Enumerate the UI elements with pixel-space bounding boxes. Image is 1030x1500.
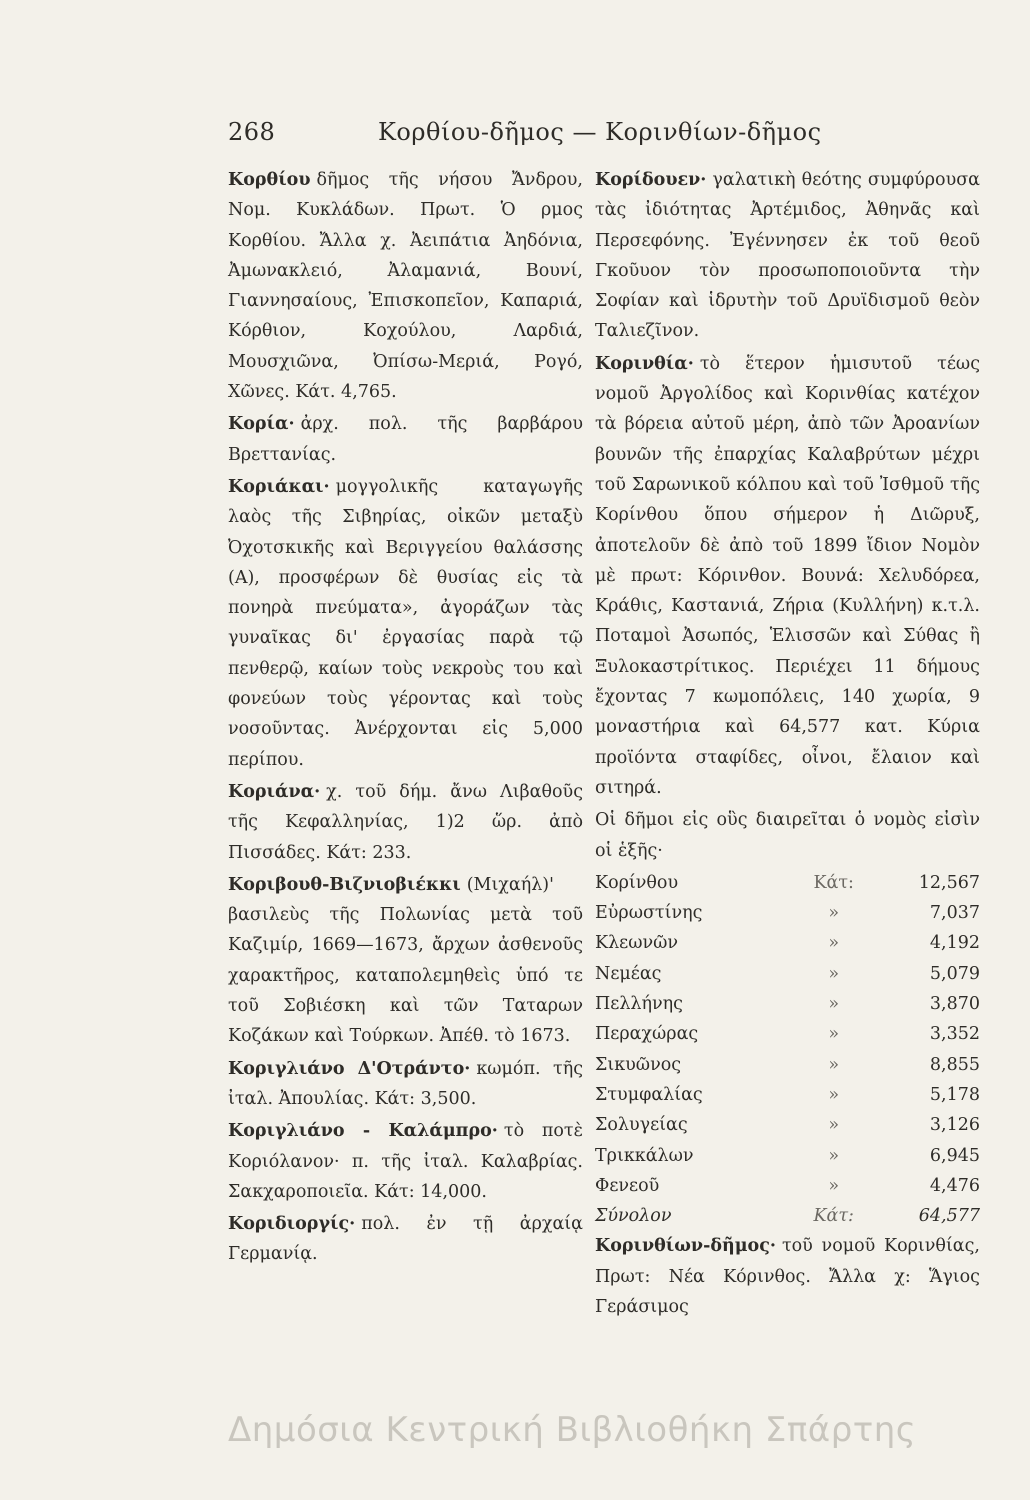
district-name: Εὐρωστίνης (595, 903, 703, 924)
ditto-mark: » (828, 994, 840, 1015)
entry-headword: Κοριβουθ-Βιζνιοβιέκκι (228, 874, 461, 895)
entry-text: πολ. ἐν τῇ ἀρχαίᾳ Γερμανίᾳ. (228, 1214, 583, 1265)
entry-text: τοῦ νομοῦ Κορινθίας, Πρωτ: Νέα Κόρινθος. Ἄλλα χ: Ἅγιος Γεράσιμος (595, 1236, 980, 1317)
ditto-mark: » (828, 963, 840, 984)
ditto-mark: » (828, 1175, 840, 1196)
table-row (595, 989, 980, 1019)
population-value: 3,352 (929, 1024, 980, 1045)
entry-korthiou (228, 165, 583, 407)
entry-koriana (228, 777, 583, 868)
entry-text: ἀρχ. πολ. τῆς βαρβάρου Βρεττανίας. (228, 414, 583, 465)
entry-koriakai (228, 472, 583, 775)
district-name: Σικυῶνος (595, 1054, 682, 1075)
entry-text: (Μιχαήλ)' βασιλεὺς τῆς Πολωνίας μετὰ τοῦ Καζιμίρ, 1669—1673, ἄρχων ἀσθενοῦς χαρακτῆρος, καταπολεμηθεὶς ὑπό τε τοῦ Σοβιέσκη καὶ τῶν Ταταρων Κοζάκων καὶ Τούρκων. Ἀπέθ. τὸ 1673. (228, 874, 583, 1047)
districts-table (595, 868, 980, 1232)
entry-text: Οἱ δῆμοι εἰς οὓς διαιρεῖται ὁ νομὸς εἰσὶν οἱ ἑξῆς· (595, 810, 980, 861)
entry-headword: Κορινθία· (595, 353, 694, 374)
entry-headword: Κοριάνα· (228, 781, 321, 802)
running-title: Κορθίου-δῆμος — Κορινθίων-δῆμος (378, 118, 822, 146)
entry-headword: Κοριδιοργίς· (228, 1214, 356, 1235)
table-row (595, 1141, 980, 1171)
entry-koridouen (595, 165, 980, 347)
entry-text: τὸ ποτὲ Κοριόλανον· π. τῆς ἰταλ. Καλαβρίας. Σακχαροποιεῖα. Κάτ: 14,000. (228, 1121, 583, 1202)
total-label: Σύνολον (595, 1206, 672, 1227)
district-name: Κλεωνῶν (595, 933, 679, 954)
population-value: 4,476 (929, 1175, 980, 1196)
library-watermark: Δημόσια Κεντρική Βιβλιοθήκη Σπάρτης (228, 1410, 917, 1450)
districts-intro (595, 805, 980, 866)
table-row (595, 868, 980, 898)
ditto-mark: » (828, 1024, 840, 1045)
entry-koriglianno-otranto (228, 1054, 583, 1115)
population-value: 12,567 (918, 872, 980, 893)
entry-headword: Κοριγλιάνο Δ'Οτράντο· (228, 1058, 471, 1079)
ditto-mark: » (828, 1115, 840, 1136)
entry-korinthia (595, 349, 980, 803)
entry-koridiorgis (228, 1209, 583, 1270)
population-value: 4,192 (929, 933, 980, 954)
population-value: 3,126 (929, 1115, 980, 1136)
population-value: 3,870 (929, 994, 980, 1015)
entry-headword: Κορία· (228, 414, 295, 435)
district-name: Νεμέας (595, 963, 662, 984)
ditto-mark: » (828, 1084, 840, 1105)
ditto-mark: » (828, 933, 840, 954)
district-name: Τρικκάλων (595, 1145, 694, 1166)
entry-text: τὸ ἕτερον ἡμισυτοῦ τέως νομοῦ Ἀργολίδος καὶ Κορινθίας κατέχον τὰ βόρεια αὐτοῦ μέρη, ἀπὸ τῶν Ἀροανίων βουνῶν τῆς ἐπαρχίας Καλαβρύτων μέχρι τοῦ Σαρωνικοῦ κόλπου καὶ τοῦ Ἰσθμοῦ τῆς Κορίνθου ὅπου σήμερον ἡ Διῶρυξ, ἀποτελοῦν δὲ ἀπὸ τοῦ 1899 ἴδιον Νομὸν μὲ πρωτ: Κόρινθον. Βουνά: Χελυδόρεα, Κράθις, Καστανιά, Ζήρια (Κυλλήνη) κ.τ.λ. Ποταμοὶ Ἀσωπός, Ἑλισσῶν καὶ Σύθας ἢ Ξυλοκαστρίτικος. Περιέχει 11 δήμους ἔχοντας 7 κωμοπόλεις, 140 χωρία, 9 μοναστήρια καὶ 64,577 κατ. Κύρια προϊόντα σταφίδες, οἶνοι, ἔλαιον καὶ σιτηρά. (595, 353, 980, 798)
district-name: Φενεοῦ (595, 1175, 660, 1196)
population-value: 7,037 (929, 903, 980, 924)
district-name: Περαχώρας (595, 1024, 699, 1045)
total-row (595, 1201, 980, 1231)
entry-koria (228, 409, 583, 470)
entry-text: χ. τοῦ δήμ. ἄνω Λιβαθοῦς τῆς Κεφαλληνίας, 1)2 ὥρ. ἀπὸ Πισσάδες. Κάτ: 233. (228, 781, 583, 863)
entry-headword: Κορινθίων-δῆμος· (595, 1236, 776, 1257)
table-row (595, 1019, 980, 1049)
entry-text: κωμόπ. τῆς ἰταλ. Ἀπουλίας. Κάτ: 3,500. (228, 1058, 583, 1109)
entry-headword: Κοριάκαι· (228, 476, 330, 497)
total-value: 64,577 (918, 1206, 980, 1227)
district-name: Κορίνθου (595, 872, 679, 893)
population-label: Κάτ: (813, 872, 854, 893)
entry-headword: Κορθίου (228, 170, 311, 190)
table-row (595, 1080, 980, 1110)
district-name: Στυμφαλίας (595, 1084, 703, 1105)
entry-koribouth (228, 870, 583, 1052)
population-value: 5,079 (929, 963, 980, 984)
population-value: 6,945 (929, 1145, 980, 1166)
ditto-mark: » (828, 1145, 840, 1166)
entry-text: γαλατικὴ θεότης συμφύρουσα τὰς ἰδιότητας Ἀρτέμιδος, Ἀθηνᾶς καὶ Περσεφόνης. Ἐγέννησεν ἐκ τοῦ θεοῦ Γκοῦυον τὸν προσωποποιοῦντα τὴν Σοφίαν καὶ ἱδρυτὴν τοῦ Δρυϊδισμοῦ θεὸν Ταλιεζῖνον. (595, 170, 980, 342)
entry-headword: Κοριγλιάνο - Καλάμπρο· (228, 1121, 498, 1142)
district-name: Σολυγείας (595, 1115, 688, 1136)
entry-headword: Κορίδουεν· (595, 170, 707, 190)
table-row (595, 959, 980, 989)
table-row (595, 928, 980, 958)
ditto-mark: » (828, 1054, 840, 1075)
population-value: 5,178 (929, 1084, 980, 1105)
table-row (595, 1171, 980, 1201)
table-row (595, 898, 980, 928)
table-row (595, 1050, 980, 1080)
population-value: 8,855 (929, 1054, 980, 1075)
district-name: Πελλήνης (595, 994, 683, 1015)
ditto-mark: » (828, 903, 840, 924)
entry-koriglianno-calabro (228, 1116, 583, 1207)
entry-korinthion-dimos (595, 1231, 980, 1322)
page-number: 268 (228, 118, 276, 146)
right-column (595, 165, 980, 1324)
left-column (228, 165, 583, 1272)
entry-text: δῆμος τῆς νήσου Ἄνδρου, Νομ. Κυκλάδων. Πρωτ. Ὁ ρμος Κορθίου. Ἄλλα χ. Ἀειπάτια Ἀηδόνια, Ἀμωνακλειό, Ἀλαμανιά, Βουνί, Γιαννησαίους, Ἐπισκοπεῖον, Καπαριά, Κόρθιον, Κοχούλου, Λαρδιά, Μουσχιῶνα, Ὀπίσω-Μεριά, Ρογό, Χῶνες. Κάτ. 4,765. (228, 170, 583, 403)
table-row (595, 1110, 980, 1140)
entry-text: μογγολικῆς καταγωγῆς λαὸς τῆς Σιβηρίας, οἰκῶν μεταξὺ Ὀχοτσκικῆς καὶ Βεριγγείου θαλάσσης (Α), προσφέρων δὲ θυσίας εἰς τὰ πονηρὰ πνεύματα», ἀγοράζων τὰς γυναῖκας δι' ἐργασίας παρὰ τῷ πενθερῷ, καίων τοὺς νεκροὺς του καὶ φονεύων τοὺς γέροντας καὶ τοὺς νοσοῦντας. Ἀνέρχονται εἰς 5,000 περίπου. (228, 476, 583, 770)
population-label: Κάτ: (813, 1206, 854, 1227)
